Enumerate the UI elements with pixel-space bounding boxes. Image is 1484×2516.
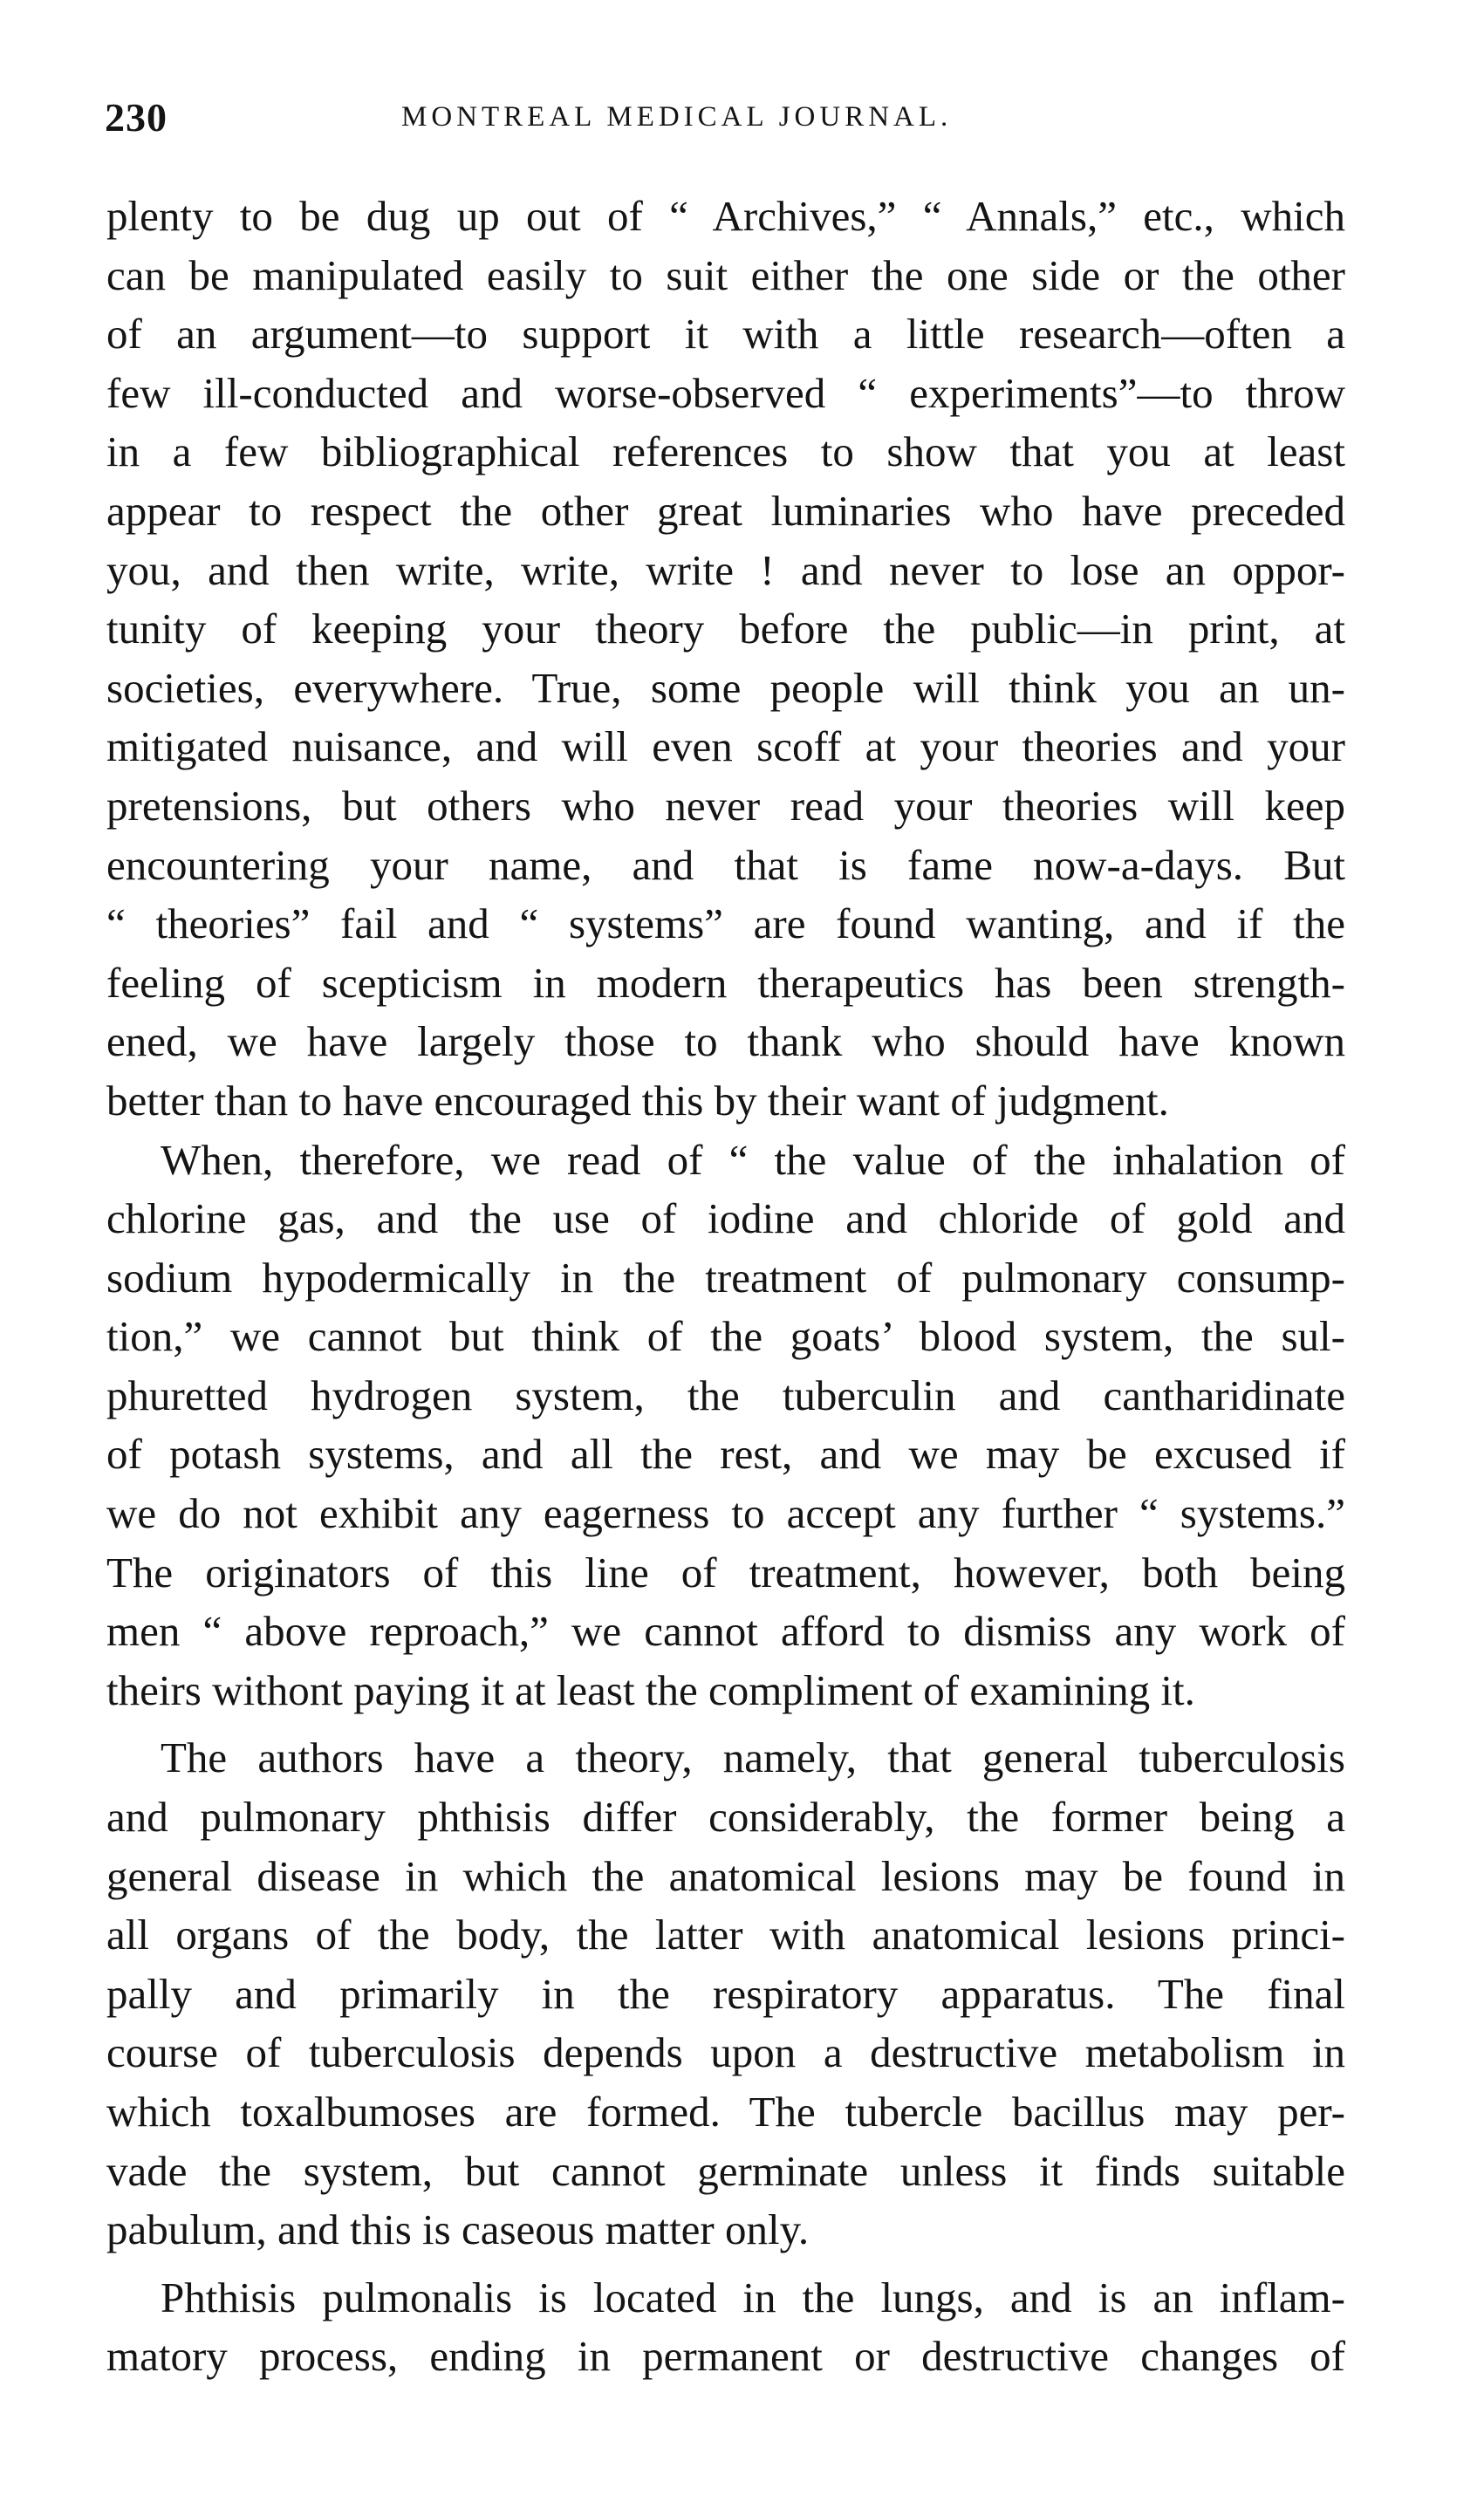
- text-line: encountering your name, and that is fame now-a-days. But: [106, 840, 1345, 889]
- text-line: of an argument—to support it with a little research—often a: [106, 310, 1345, 359]
- text-line: appear to respect the other great luminaries who have preceded: [106, 486, 1345, 535]
- paragraph-3: [106, 1728, 1345, 2259]
- text-line: mitigated nuisance, and will even scoff at your theories and your: [106, 722, 1345, 771]
- text-line: men “ above reproach,” we cannot afford to dismiss any work of: [106, 1607, 1345, 1656]
- text-line: pretensions, but others who never read your theories will keep: [106, 781, 1345, 830]
- text-line: plenty to be dug up out of “ Archives,” “ Annals,” etc., which: [106, 192, 1345, 240]
- text-line: of potash systems, and all the rest, and we may be excused if: [106, 1430, 1345, 1479]
- text-line: matory process, ending in permanent or destructive changes of: [106, 2332, 1345, 2381]
- text-line: chlorine gas, and the use of iodine and chloride of gold and: [106, 1194, 1345, 1243]
- page-number: 230: [105, 95, 168, 140]
- text-line: Phthisis pulmonalis is located in the lungs, and is an inflam-: [161, 2273, 1345, 2321]
- text-line: all organs of the body, the latter with anatomical lesions princi-: [106, 1911, 1345, 1959]
- text-line: better than to have encouraged this by their want of judgment.: [106, 1076, 1169, 1125]
- text-line: we do not exhibit any eagerness to accept any further “ systems.”: [106, 1489, 1345, 1538]
- text-line: tion,” we cannot but think of the goats’ blood system, the sul-: [106, 1312, 1345, 1361]
- running-head: [105, 94, 1378, 147]
- text-line: vade the system, but cannot germinate unless it finds suitable: [106, 2146, 1345, 2195]
- text-line: course of tuberculosis depends upon a destructive metabolism in: [106, 2028, 1345, 2077]
- paragraph-2: [106, 1131, 1345, 1720]
- text-line: ened, we have largely those to thank who should have known: [106, 1017, 1345, 1066]
- text-line: theirs withont paying it at least the compliment of examining it.: [106, 1665, 1195, 1714]
- text-line: in a few bibliographical references to show that you at least: [106, 427, 1345, 476]
- text-line: pally and primarily in the respiratory apparatus. The final: [106, 1969, 1345, 2018]
- text-line: The authors have a theory, namely, that general tuberculosis: [161, 1733, 1345, 1782]
- body-text: [106, 187, 1345, 2386]
- text-line: feeling of scepticism in modern therapeutics has been strength-: [106, 958, 1345, 1007]
- text-line: “ theories” fail and “ systems” are found wanting, and if the: [106, 899, 1345, 948]
- text-line: general disease in which the anatomical lesions may be found in: [106, 1851, 1345, 1900]
- text-line: which toxalbumoses are formed. The tubercle bacillus may per-: [106, 2088, 1345, 2136]
- text-line: you, and then write, write, write ! and never to lose an oppor-: [106, 545, 1345, 594]
- journal-title: MONTREAL MEDICAL JOURNAL.: [401, 101, 953, 133]
- text-line: phuretted hydrogen system, the tuberculin and cantharidinate: [106, 1371, 1345, 1419]
- paragraph-4: [106, 2268, 1345, 2386]
- text-line: and pulmonary phthisis differ considerably, the former being a: [106, 1793, 1345, 1842]
- text-line: The originators of this line of treatment, however, both being: [106, 1548, 1345, 1596]
- text-line: tunity of keeping your theory before the public—in print, at: [106, 605, 1345, 653]
- text-line: few ill-conducted and worse-observed “ experiments”—to throw: [106, 368, 1345, 417]
- text-line: When, therefore, we read of “ the value of the inhalation of: [161, 1135, 1345, 1184]
- text-line: can be manipulated easily to suit either the one side or the other: [106, 250, 1345, 299]
- paragraph-1: [106, 187, 1345, 1131]
- text-line: sodium hypodermically in the treatment of pulmonary consump-: [106, 1253, 1345, 1302]
- text-line: pabulum, and this is caseous matter only.: [106, 2205, 810, 2254]
- text-line: societies, everywhere. True, some people will think you an un-: [106, 663, 1345, 712]
